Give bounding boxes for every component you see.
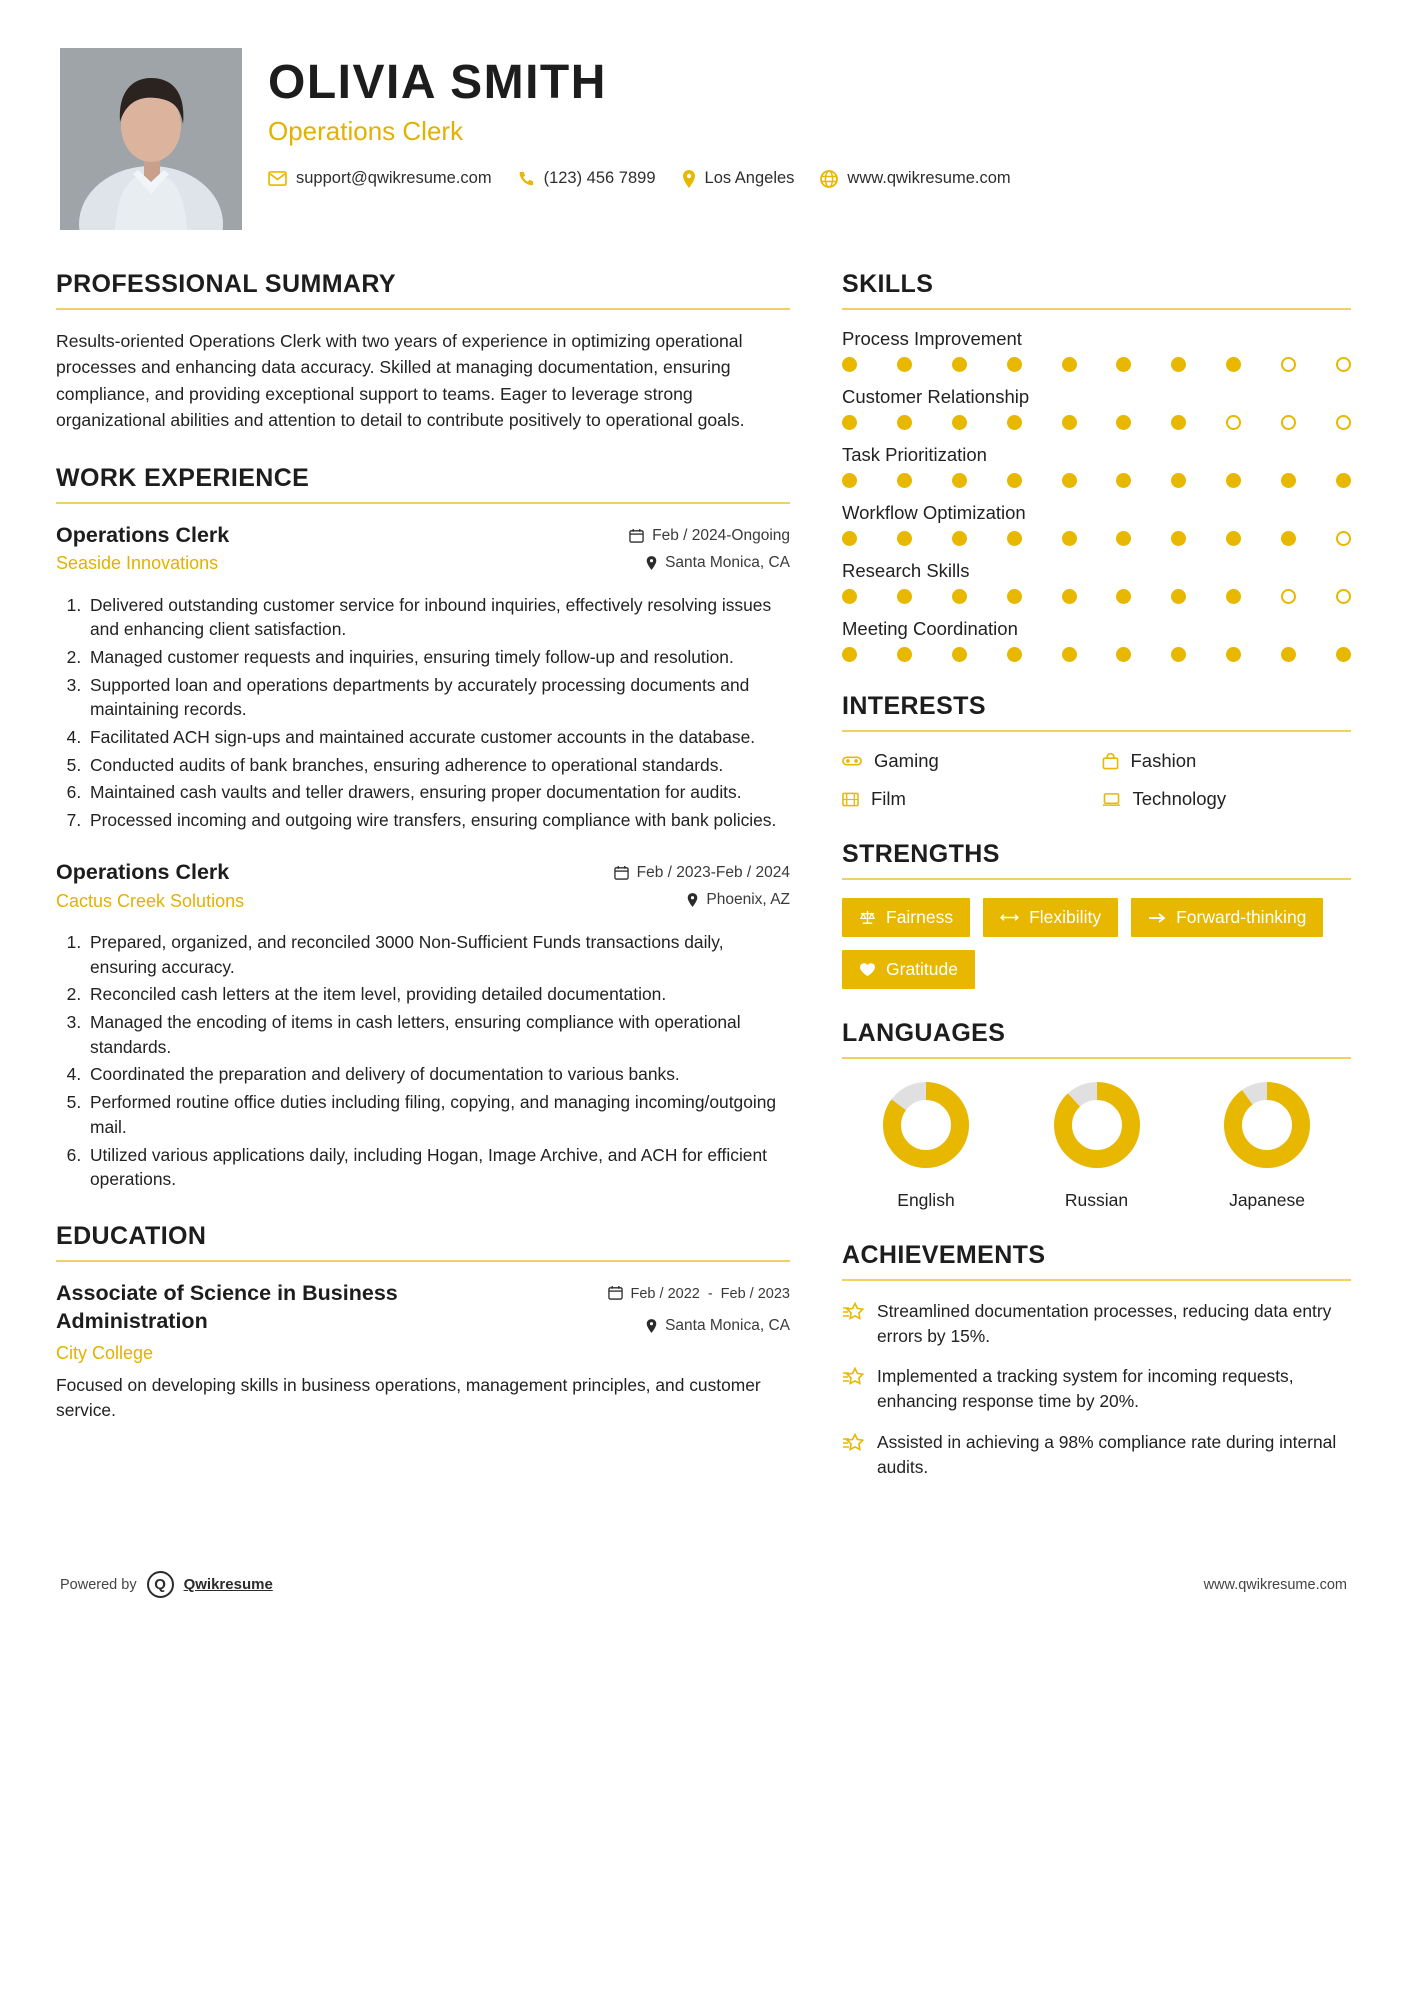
section-languages [842,1019,1351,1211]
section-strengths [842,840,1351,989]
skill-label: Workflow Optimization [842,502,1026,523]
summary-heading: PROFESSIONAL SUMMARY [56,270,396,298]
list-item: 1. Delivered outstanding customer service for inbound inquiries, effectively resolving issues and enhancing client satisfaction. [86,593,790,642]
skill-dot [1116,647,1131,662]
location-icon [646,1319,657,1333]
section-skills [842,270,1351,662]
language-label: English [897,1190,955,1210]
language-donut [1013,1077,1181,1178]
section-divider [842,878,1351,880]
contact-website-text: www.qwikresume.com [847,169,1011,188]
skill-label: Meeting Coordination [842,618,1018,639]
list-item: 4. Coordinated the preparation and delivery of documentation to various banks. [86,1062,790,1087]
list-item: 5. Performed routine office duties including filing, copying, and managing incoming/outgoing mail. [86,1090,790,1139]
header-job-title: Operations Clerk [268,116,464,147]
list-item: 2. Reconciled cash letters at the item level, providing detailed documentation. [86,982,790,1007]
resume-body [56,270,1351,1509]
skill-dot [842,473,857,488]
interest-label: Gaming [874,750,939,771]
skill-dot [1281,531,1296,546]
section-divider [842,1057,1351,1059]
education-item [56,1280,790,1422]
skill-dot [1062,589,1077,604]
skill-dot [842,531,857,546]
skill-dot [897,589,912,604]
skill-rating [842,357,1351,372]
education-heading: EDUCATION [56,1221,207,1250]
job-bullets [56,593,790,833]
interest-label: Film [871,788,906,809]
skill-dot [1007,647,1022,662]
section-education [56,1222,790,1422]
job-location [614,891,790,909]
contact-email-text: support@qwikresume.com [296,169,492,188]
interest-item [842,788,1092,810]
skill-dot [1007,531,1022,546]
skill-dot [897,473,912,488]
job-dates-text: Feb / 2024-Ongoing [652,526,790,544]
skill-dot [1116,531,1131,546]
strength-badge [983,898,1118,937]
language-label: Russian [1064,1190,1129,1210]
strength-badge [842,898,970,937]
section-divider [842,1279,1351,1281]
skill-dot [952,647,967,662]
section-divider [56,1260,790,1262]
calendar-icon [608,1285,623,1305]
strength-badge [1131,898,1323,937]
interest-item [1102,750,1352,772]
strengths-heading: STRENGTHS [842,840,1000,868]
education-description: Focused on developing skills in business operations, management principles, and customer service. [56,1374,761,1420]
experience-item [56,859,790,1192]
skill-dot [897,357,912,372]
experience-item [56,522,790,833]
education-date-end: Feb / 2023 [720,1286,790,1303]
skill-dot [1116,415,1131,430]
skill-dot [1007,415,1022,430]
calendar-icon [614,865,629,880]
skill-dot [1226,473,1241,488]
arrow-right-icon [1148,911,1166,925]
skill-dot [1281,415,1296,430]
location-icon [687,893,698,907]
list-item: 6. Utilized various applications daily, including Hogan, Image Archive, and ACH for efficient operations. [86,1143,790,1192]
resume-header [56,48,1351,230]
avatar [60,48,242,230]
skill-dot [1062,357,1077,372]
skill-dot [1171,357,1186,372]
skill-dot [897,531,912,546]
skill-dot [1171,415,1186,430]
job-bullets [56,930,790,1192]
skill-rating [842,531,1351,546]
skill-dot [1336,531,1351,546]
job-role: Operations Clerk [56,522,230,547]
left-column [56,270,790,1509]
achievement-item [842,1364,1351,1413]
summary-text: Results-oriented Operations Clerk with two years of experience in optimizing operational processes and enhancing data accuracy. Skilled at managing documentation, ensuring compliance, and providing exceptional support to teams. Eager to leverage strong organizational abilities and attention to detail to contribute positively to operational goals. [56,331,745,431]
section-work-experience [56,464,790,1192]
list-item: 3. Supported loan and operations departments by accurately processing documents and maintaining records. [86,673,790,722]
interest-item [842,750,1092,772]
section-professional-summary [56,270,790,434]
contact-location-text: Los Angeles [704,169,795,188]
skill-dot [1116,473,1131,488]
skill-dot [1062,531,1077,546]
skill-dot [1281,647,1296,662]
contact-email[interactable] [268,169,492,188]
job-dates [629,527,790,545]
education-school: City College [56,1342,154,1363]
list-item: 7. Processed incoming and outgoing wire transfers, ensuring compliance with bank policies. [86,808,790,833]
skill-dot [897,415,912,430]
calendar-icon [629,528,644,543]
skill-label: Task Prioritization [842,444,987,465]
skill-label: Research Skills [842,560,970,581]
skill-dot [1007,473,1022,488]
skill-dot [1226,531,1241,546]
laptop-icon [1102,792,1121,807]
handbag-icon [1102,753,1119,770]
film-icon [842,791,859,808]
scales-icon [859,909,876,926]
education-location [608,1317,791,1335]
list-item: 4. Facilitated ACH sign-ups and maintained accurate customer accounts in the database. [86,725,790,750]
skill-dot [897,647,912,662]
achievements-heading: ACHIEVEMENTS [842,1241,1046,1269]
job-location-text: Phoenix, AZ [706,890,790,908]
list-item: 6. Maintained cash vaults and teller drawers, ensuring proper documentation for audits. [86,780,790,805]
skill-rating [842,589,1351,604]
skill-dot [842,415,857,430]
contact-website[interactable] [820,169,1010,188]
list-item: 3. Managed the encoding of items in cash letters, ensuring compliance with operational standards. [86,1010,790,1059]
skill-dot [952,415,967,430]
language-donut [1183,1077,1351,1178]
interest-label: Technology [1132,788,1227,809]
skill-dot [1116,357,1131,372]
education-date-start: Feb / 2022 [630,1286,700,1303]
strength-badge [842,950,975,989]
footer [56,1549,1351,1628]
interest-label: Fashion [1130,750,1197,771]
skill-item [842,618,1351,662]
email-icon [268,171,287,186]
skill-rating [842,473,1351,488]
contact-location [682,169,795,188]
interest-item [1102,788,1352,810]
section-achievements [842,1241,1351,1479]
experience-heading: WORK EXPERIENCE [56,463,310,492]
section-divider [56,502,790,504]
interests-heading: INTERESTS [842,692,986,720]
skill-dot [1336,647,1351,662]
skill-item [842,560,1351,604]
skill-dot [1336,357,1351,372]
achievement-item [842,1299,1351,1348]
star-badge-icon [842,1430,864,1458]
powered-by-label: Powered by [60,1576,137,1593]
language-item [1013,1077,1181,1211]
skill-rating [842,415,1351,430]
list-item: 5. Conducted audits of bank branches, ensuring adherence to operational standards. [86,753,790,778]
strength-label: Flexibility [1029,907,1102,927]
language-label: Japanese [1229,1190,1305,1210]
list-item: 1. Prepared, organized, and reconciled 3000 Non-Sufficient Funds transactions daily, ensuring accuracy. [86,930,790,979]
header-text [268,48,1351,188]
skill-label: Customer Relationship [842,386,1030,407]
job-location [629,554,790,572]
contact-row [268,169,1351,188]
skill-dot [1116,589,1131,604]
skill-item [842,328,1351,372]
achievement-item [842,1430,1351,1479]
skill-dot [1062,415,1077,430]
achievement-text: Implemented a tracking system for incoming requests, enhancing response time by 20%. [877,1366,1294,1412]
skill-label: Process Improvement [842,328,1022,349]
skill-dot [842,357,857,372]
section-divider [842,308,1351,310]
achievement-text: Assisted in achieving a 98% compliance rate during internal audits. [877,1431,1337,1477]
job-location-text: Santa Monica, CA [665,553,790,571]
skill-dot [842,647,857,662]
skill-dot [1336,473,1351,488]
skill-dot [1226,357,1241,372]
skills-heading: SKILLS [842,270,934,298]
language-donut [842,1077,1010,1178]
qwikresume-logo-icon: Q [147,1571,174,1598]
job-company: Seaside Innovations [56,553,219,574]
job-dates-text: Feb / 2023-Feb / 2024 [636,863,790,881]
skill-dot [1171,473,1186,488]
contact-phone[interactable] [518,169,656,188]
footer-website[interactable]: www.qwikresume.com [1203,1576,1347,1593]
skill-dot [1336,589,1351,604]
skill-item [842,444,1351,488]
date-separator: - [707,1286,713,1303]
skill-dot [1171,589,1186,604]
heart-icon [859,962,876,977]
skill-dot [1226,647,1241,662]
skill-dot [1281,473,1296,488]
section-divider [56,308,790,310]
language-item [842,1077,1010,1211]
skill-dot [1281,589,1296,604]
language-item [1183,1077,1351,1211]
skill-item [842,502,1351,546]
location-icon [682,170,696,188]
globe-icon [820,170,838,188]
job-dates [614,864,790,882]
location-icon [646,556,657,570]
gamepad-icon [842,754,862,768]
skill-item [842,386,1351,430]
education-dates [608,1285,791,1305]
skill-dot [842,589,857,604]
skill-dot [1007,589,1022,604]
skill-dot [1171,531,1186,546]
education-degree: Associate of Science in Business Administration [56,1280,398,1333]
phone-icon [518,170,535,187]
skill-dot [1336,415,1351,430]
section-divider [842,730,1351,732]
skill-dot [952,589,967,604]
strength-label: Gratitude [886,959,958,979]
education-location-text: Santa Monica, CA [665,1316,790,1334]
skill-dot [1171,647,1186,662]
languages-heading: LANGUAGES [842,1019,1006,1047]
page-title: OLIVIA SMITH [268,56,607,109]
list-item: 2. Managed customer requests and inquiries, ensuring timely follow-up and resolution. [86,645,790,670]
star-badge-icon [842,1299,864,1327]
skill-dot [1062,473,1077,488]
skill-dot [1062,647,1077,662]
skill-dot [952,473,967,488]
strength-label: Fairness [886,907,954,927]
skill-dot [952,357,967,372]
skill-rating [842,647,1351,662]
job-company: Cactus Creek Solutions [56,890,245,911]
skill-dot [1007,357,1022,372]
strength-label: Forward-thinking [1176,907,1307,927]
right-column [842,270,1351,1509]
skill-dot [1281,357,1296,372]
star-badge-icon [842,1364,864,1392]
skill-dot [1226,415,1241,430]
contact-phone-text: (123) 456 7899 [543,169,656,188]
section-interests [842,692,1351,810]
qwikresume-brand-link[interactable]: Qwikresume [183,1576,273,1594]
achievement-text: Streamlined documentation processes, reducing data entry errors by 15%. [877,1301,1332,1346]
skill-dot [952,531,967,546]
arrows-icon [1000,911,1019,924]
job-role: Operations Clerk [56,859,230,884]
skill-dot [1226,589,1241,604]
